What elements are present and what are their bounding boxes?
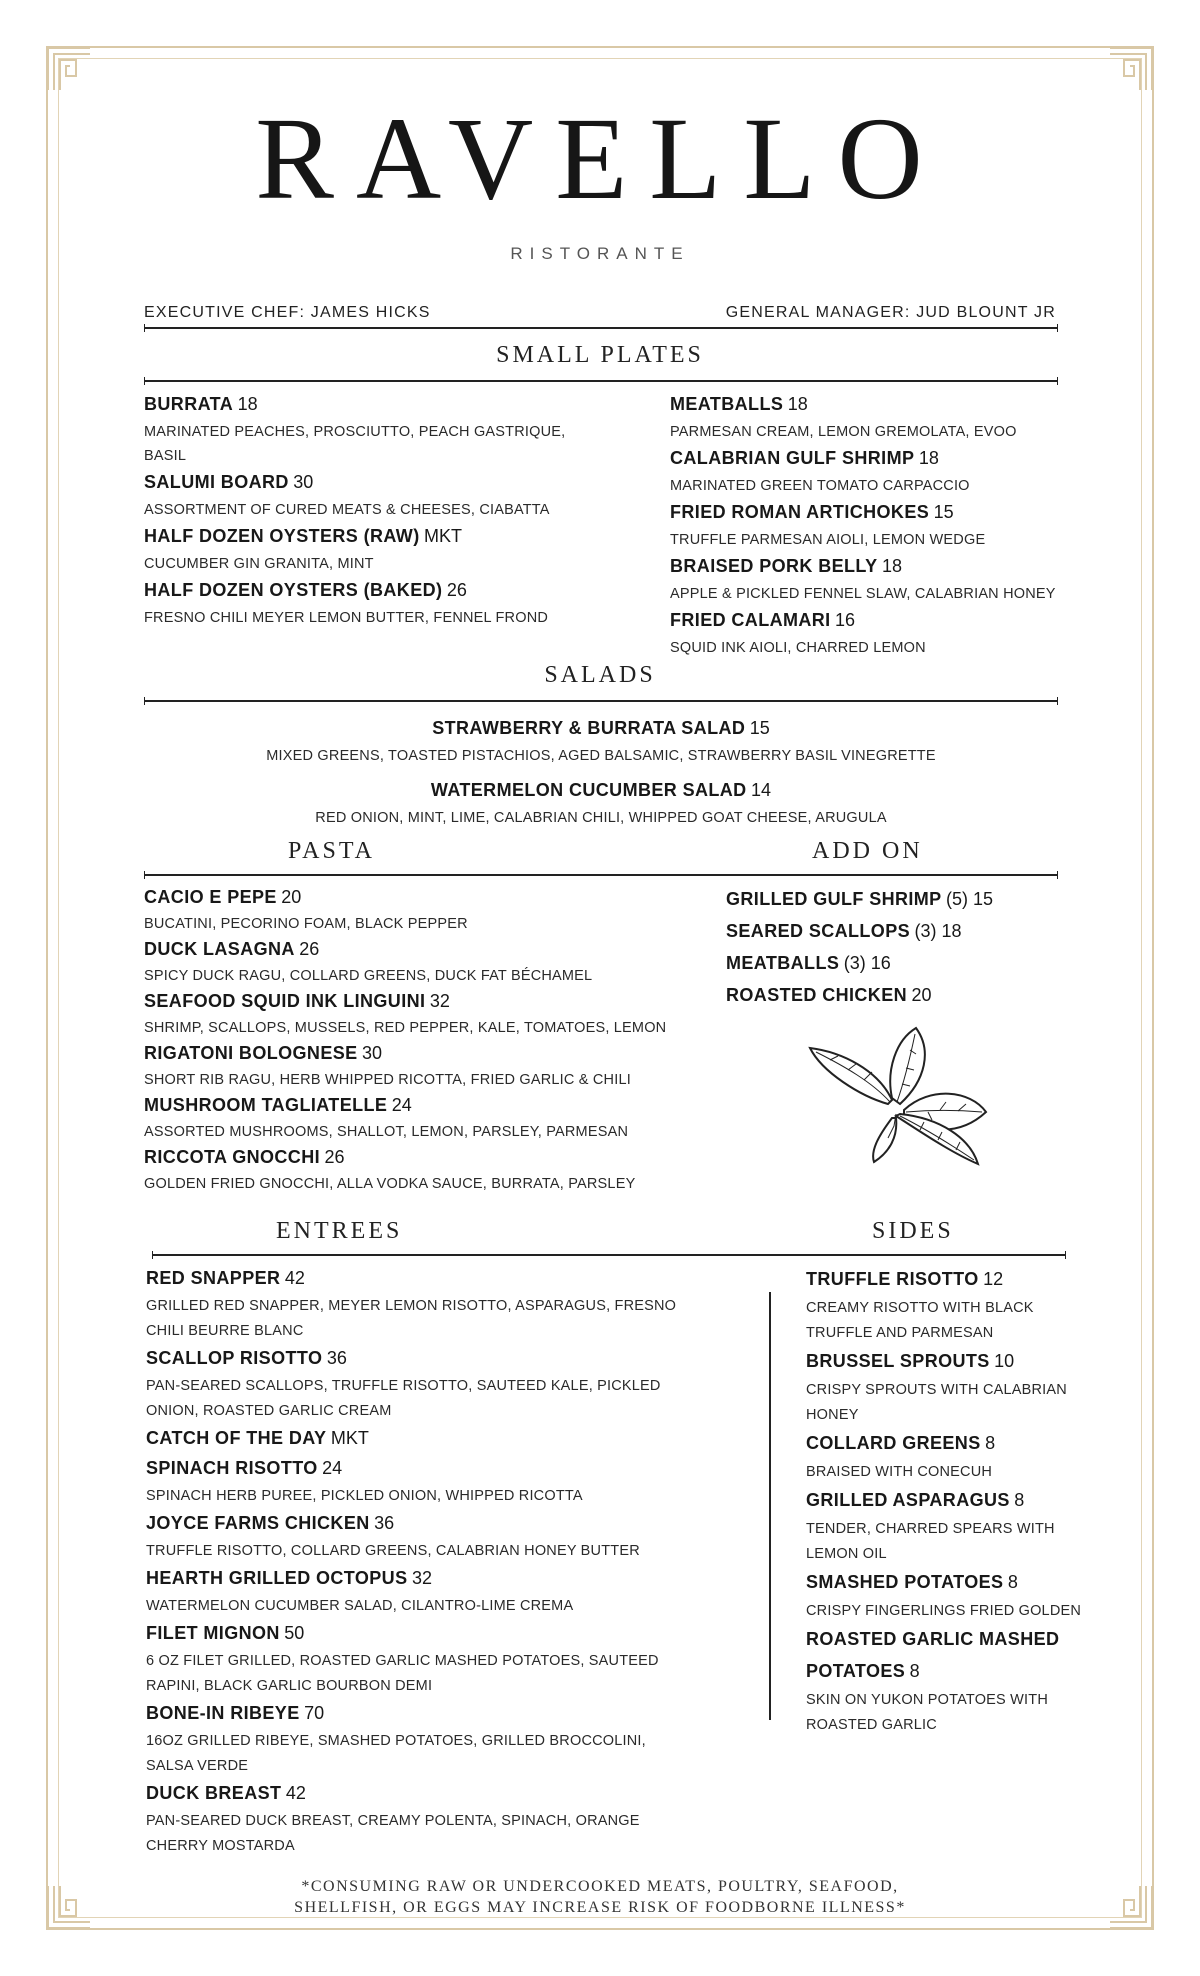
menu-item-heading: [726, 980, 1086, 1012]
menu-item: [146, 1509, 746, 1564]
menu-item-heading: [144, 714, 1058, 744]
menu-item: [146, 1699, 746, 1779]
menu-item: [806, 1346, 1126, 1428]
executive-chef: EXECUTIVE CHEF: JAMES HICKS: [144, 304, 431, 321]
menu-item-price: 42: [285, 1783, 306, 1803]
menu-item-heading: [144, 988, 724, 1016]
menu-item-heading: [146, 1699, 746, 1729]
menu-item: [144, 576, 624, 630]
menu-item-price: 24: [322, 1458, 343, 1478]
menu-item-name: FRIED CALAMARI: [670, 610, 831, 630]
menu-item-name: BURRATA: [144, 394, 234, 414]
menu-item-price: (5) 15: [946, 889, 994, 909]
menu-item: [670, 498, 1090, 552]
menu-item-name: HALF DOZEN OYSTERS (BAKED): [144, 580, 443, 600]
menu-item-name: MEATBALLS: [670, 394, 784, 414]
menu-item-description: CRISPY SPROUTS WITH CALABRIAN: [806, 1382, 1067, 1398]
menu-item-price: 18: [882, 556, 903, 576]
menu-item: [146, 1454, 746, 1509]
divider: [144, 874, 1058, 876]
menu-item: [806, 1567, 1126, 1624]
menu-item: [806, 1624, 1126, 1738]
menu-item: [144, 936, 724, 988]
menu-item-description: TRUFFLE RISOTTO, COLLARD GREENS, CALABRIAN HONEY BUTTER: [146, 1543, 640, 1559]
menu-item: [670, 390, 1090, 444]
menu-item-description: 6 OZ FILET GRILLED, ROASTED GARLIC MASHED POTATOES, SAUTEED: [146, 1653, 659, 1669]
menu-item: [806, 1485, 1126, 1567]
menu-item-heading: [146, 1509, 746, 1539]
divider: [144, 700, 1058, 702]
menu-item-description: SALSA VERDE: [146, 1758, 249, 1774]
menu-item-name: SEARED SCALLOPS: [726, 921, 911, 941]
menu-item: [144, 390, 624, 468]
menu-item-price: 20: [281, 887, 302, 907]
menu-item-description: ONION, ROASTED GARLIC CREAM: [146, 1403, 392, 1419]
menu-item-description: HONEY: [806, 1407, 859, 1423]
menu-item-description: APPLE & PICKLED FENNEL SLAW, CALABRIAN HONEY: [670, 586, 1056, 602]
menu-item-price: 36: [326, 1348, 347, 1368]
menu-item: [726, 884, 1086, 916]
menu-item-heading: [670, 444, 1090, 474]
menu-item-heading: [670, 390, 1090, 420]
menu-item-heading: [144, 1040, 724, 1068]
menu-item-name: HEARTH GRILLED OCTOPUS: [146, 1568, 408, 1588]
divider: [144, 380, 1058, 382]
section-title-entrees: ENTREES: [276, 1218, 403, 1244]
menu-item-name: MUSHROOM TAGLIATELLE: [144, 1095, 388, 1115]
menu-item-price: 8: [909, 1661, 920, 1681]
section-title-small-plates: SMALL PLATES: [496, 342, 704, 368]
menu-item-name: GRILLED GULF SHRIMP: [726, 889, 942, 909]
menu-item-price: 24: [391, 1095, 412, 1115]
restaurant-logo: RAVELLO: [255, 93, 945, 224]
menu-item-heading: [726, 884, 1086, 916]
menu-item-description: CHILI BEURRE BLANC: [146, 1323, 304, 1339]
menu-item-heading: [670, 552, 1090, 582]
menu-item-price: 32: [429, 991, 450, 1011]
menu-item-name: CALABRIAN GULF SHRIMP: [670, 448, 915, 468]
menu-item: [144, 776, 1058, 830]
menu-item-price: (3) 16: [843, 953, 891, 973]
menu-item-name: POTATOES: [806, 1661, 906, 1681]
menu-item: [726, 916, 1086, 948]
menu-item-heading: [144, 936, 724, 964]
menu-item-heading: [146, 1264, 746, 1294]
menu-item-price: 15: [933, 502, 954, 522]
menu-item-heading: [806, 1624, 1126, 1688]
menu-item-description: WATERMELON CUCUMBER SALAD, CILANTRO-LIME CREMA: [146, 1598, 574, 1614]
advisory-line-2: SHELLFISH, OR EGGS MAY INCREASE RISK OF FOODBORNE ILLNESS*: [294, 1899, 906, 1916]
menu-item-price: 30: [362, 1043, 383, 1063]
consumer-advisory: [0, 1876, 1200, 1918]
menu-item: [144, 1040, 724, 1092]
menu-item-description: RAPINI, BLACK GARLIC BOURBON DEMI: [146, 1678, 433, 1694]
menu-item-heading: [146, 1779, 746, 1809]
menu-item-name: SALUMI BOARD: [144, 472, 289, 492]
menu-item-description: CHERRY MOSTARDA: [146, 1838, 295, 1854]
menu-item-description: CREAMY RISOTTO WITH BLACK: [806, 1300, 1034, 1316]
menu-item: [806, 1264, 1126, 1346]
menu-item: [144, 468, 624, 522]
menu-item-description: BRAISED WITH CONECUH: [806, 1464, 993, 1480]
entrees-list: [146, 1264, 746, 1859]
menu-item-description: MARINATED GREEN TOMATO CARPACCIO: [670, 478, 970, 494]
menu-item: [146, 1564, 746, 1619]
restaurant-subtitle: RISTORANTE: [510, 244, 690, 263]
menu-item-name: ROASTED GARLIC MASHED: [806, 1629, 1060, 1649]
menu-item: [670, 444, 1090, 498]
menu-item-name: STRAWBERRY & BURRATA SALAD: [432, 718, 746, 738]
menu-item-name: HALF DOZEN OYSTERS (RAW): [144, 526, 420, 546]
menu-item-price: MKT: [330, 1428, 369, 1448]
menu-item: [146, 1344, 746, 1424]
menu-item-description: TRUFFLE PARMESAN AIOLI, LEMON WEDGE: [670, 532, 986, 548]
menu-item-heading: [806, 1485, 1126, 1517]
menu-item: [144, 714, 1058, 768]
menu-item-heading: [144, 1092, 724, 1120]
menu-item-heading: [146, 1454, 746, 1484]
menu-item-heading: [144, 390, 624, 420]
menu-item-description: SPICY DUCK RAGU, COLLARD GREENS, DUCK FAT BÉCHAMEL: [144, 968, 593, 984]
small-plates-left-column: [144, 390, 624, 630]
menu-item-name: JOYCE FARMS CHICKEN: [146, 1513, 370, 1533]
menu-item-price: 26: [446, 580, 467, 600]
menu-item: [726, 948, 1086, 980]
menu-item-price: 16: [835, 610, 856, 630]
menu-item-description: SKIN ON YUKON POTATOES WITH: [806, 1692, 1048, 1708]
menu-item-name: WATERMELON CUCUMBER SALAD: [430, 780, 747, 800]
menu-item-name: SPINACH RISOTTO: [146, 1458, 318, 1478]
menu-item-description: PARMESAN CREAM, LEMON GREMOLATA, EVOO: [670, 424, 1017, 440]
menu-item-description: SHRIMP, SCALLOPS, MUSSELS, RED PEPPER, KALE, TOMATOES, LEMON: [144, 1020, 667, 1036]
menu-item-name: RICCOTA GNOCCHI: [144, 1147, 320, 1167]
menu-item: [144, 522, 624, 576]
menu-item-description: MARINATED PEACHES, PROSCIUTTO, PEACH GASTRIQUE,: [144, 424, 566, 440]
menu-item-description: GRILLED RED SNAPPER, MEYER LEMON RISOTTO, ASPARAGUS, FRESNO: [146, 1298, 677, 1314]
menu-item-name: ROASTED CHICKEN: [726, 985, 908, 1005]
menu-item-name: CACIO E PEPE: [144, 887, 277, 907]
menu-item-price: 18: [237, 394, 258, 414]
menu-item-heading: [670, 606, 1090, 636]
menu-item-price: 15: [749, 718, 770, 738]
menu-item-price: 32: [411, 1568, 432, 1588]
menu-item-description: 16OZ GRILLED RIBEYE, SMASHED POTATOES, GRILLED BROCCOLINI,: [146, 1733, 646, 1749]
menu-item-description: LEMON OIL: [806, 1546, 887, 1562]
menu-item-name: GRILLED ASPARAGUS: [806, 1490, 1010, 1510]
menu-item-heading: [144, 776, 1058, 806]
menu-item-name: MEATBALLS: [726, 953, 840, 973]
menu-item-heading: [144, 468, 624, 498]
greek-key-corner-icon: [1108, 46, 1154, 92]
menu-item-price: (3) 18: [914, 921, 962, 941]
menu-item-name: SCALLOP RISOTTO: [146, 1348, 323, 1368]
menu-item-heading: [806, 1264, 1126, 1296]
menu-item-name: TRUFFLE RISOTTO: [806, 1269, 979, 1289]
menu-item-name: SEAFOOD SQUID INK LINGUINI: [144, 991, 426, 1011]
menu-item: [670, 606, 1090, 660]
section-title-pasta: PASTA: [288, 838, 375, 864]
menu-item-name: DUCK LASAGNA: [144, 939, 295, 959]
menu-item-price: 14: [751, 780, 772, 800]
menu-item-heading: [144, 884, 724, 912]
general-manager: GENERAL MANAGER: JUD BLOUNT JR: [725, 304, 1056, 321]
section-title-add-on: ADD ON: [812, 838, 923, 864]
menu-item-description: TENDER, CHARRED SPEARS WITH: [806, 1521, 1055, 1537]
menu-item-description: MIXED GREENS, TOASTED PISTACHIOS, AGED BALSAMIC, STRAWBERRY BASIL VINEGRETTE: [266, 748, 936, 764]
menu-item-heading: [806, 1346, 1126, 1378]
basil-leaf-icon: [800, 1026, 1000, 1166]
menu-item-name: FRIED ROMAN ARTICHOKES: [670, 502, 930, 522]
menu-item-heading: [144, 522, 624, 552]
column-divider: [769, 1292, 771, 1720]
section-title-salads: SALADS: [544, 662, 656, 688]
menu-item-description: RED ONION, MINT, LIME, CALABRIAN CHILI, WHIPPED GOAT CHEESE, ARUGULA: [315, 810, 887, 826]
small-plates-right-column: [670, 390, 1090, 660]
menu-item: [146, 1779, 746, 1859]
menu-item: [144, 1144, 724, 1196]
menu-item-price: 8: [1007, 1572, 1018, 1592]
menu-item: [146, 1264, 746, 1344]
menu-item-name: BRAISED PORK BELLY: [670, 556, 878, 576]
menu-item-price: 30: [293, 472, 314, 492]
menu-item-heading: [146, 1424, 746, 1454]
menu-item: [806, 1428, 1126, 1485]
section-title-sides: SIDES: [872, 1218, 954, 1244]
menu-item-price: 26: [299, 939, 320, 959]
menu-item: [144, 1092, 724, 1144]
menu-item-price: MKT: [424, 526, 463, 546]
menu-item-name: BRUSSEL SPROUTS: [806, 1351, 990, 1371]
menu-item-description: SHORT RIB RAGU, HERB WHIPPED RICOTTA, FRIED GARLIC & CHILI: [144, 1072, 631, 1088]
menu-item-price: 36: [374, 1513, 395, 1533]
menu-item-description: ROASTED GARLIC: [806, 1717, 937, 1733]
menu-item-heading: [806, 1567, 1126, 1599]
menu-item-heading: [726, 948, 1086, 980]
menu-item-description: TRUFFLE AND PARMESAN: [806, 1325, 994, 1341]
sides-list: [806, 1264, 1126, 1738]
greek-key-corner-icon: [46, 46, 92, 92]
menu-item-name: DUCK BREAST: [146, 1783, 282, 1803]
menu-item-heading: [146, 1619, 746, 1649]
menu-item-description: PAN-SEARED DUCK BREAST, CREAMY POLENTA, SPINACH, ORANGE: [146, 1813, 640, 1829]
menu-item-description: FRESNO CHILI MEYER LEMON BUTTER, FENNEL FROND: [144, 610, 549, 626]
menu-item: [146, 1424, 746, 1454]
menu-item-heading: [144, 576, 624, 606]
add-on-list: [726, 884, 1086, 1012]
salads-list: [144, 714, 1058, 838]
menu-item-description: ASSORTED MUSHROOMS, SHALLOT, LEMON, PARSLEY, PARMESAN: [144, 1124, 629, 1140]
menu-item-heading: [806, 1428, 1126, 1460]
menu-item-name: CATCH OF THE DAY: [146, 1428, 327, 1448]
menu-item-description: CRISPY FINGERLINGS FRIED GOLDEN: [806, 1603, 1082, 1619]
menu-item-price: 18: [918, 448, 939, 468]
menu-item-price: 50: [284, 1623, 305, 1643]
divider: [152, 1254, 1066, 1256]
pasta-list: [144, 884, 724, 1196]
menu-item: [726, 980, 1086, 1012]
menu-item-price: 26: [324, 1147, 345, 1167]
menu-item-description: BASIL: [144, 448, 187, 464]
menu-item: [144, 884, 724, 936]
menu-item-price: 8: [1014, 1490, 1025, 1510]
menu-item-price: 18: [787, 394, 808, 414]
menu-item-name: FILET MIGNON: [146, 1623, 280, 1643]
menu-item-name: SMASHED POTATOES: [806, 1572, 1004, 1592]
menu-item-price: 12: [983, 1269, 1004, 1289]
menu-item-price: 70: [304, 1703, 325, 1723]
menu-item-price: 42: [284, 1268, 305, 1288]
menu-item-heading: [726, 916, 1086, 948]
menu-item-description: CUCUMBER GIN GRANITA, MINT: [144, 556, 374, 572]
menu-item-description: GOLDEN FRIED GNOCCHI, ALLA VODKA SAUCE, BURRATA, PARSLEY: [144, 1176, 636, 1192]
menu-item-description: SPINACH HERB PUREE, PICKLED ONION, WHIPPED RICOTTA: [146, 1488, 583, 1504]
menu-item-price: 8: [985, 1433, 996, 1453]
menu-item-heading: [146, 1344, 746, 1374]
menu-item: [146, 1619, 746, 1699]
menu-item-description: PAN-SEARED SCALLOPS, TRUFFLE RISOTTO, SAUTEED KALE, PICKLED: [146, 1378, 661, 1394]
divider: [144, 327, 1058, 329]
menu-item-heading: [146, 1564, 746, 1594]
menu-item-name: RED SNAPPER: [146, 1268, 281, 1288]
menu-item-heading: [144, 1144, 724, 1172]
menu-item: [144, 988, 724, 1040]
menu-item-name: RIGATONI BOLOGNESE: [144, 1043, 358, 1063]
menu-item-name: COLLARD GREENS: [806, 1433, 981, 1453]
menu-item-description: ASSORTMENT OF CURED MEATS & CHEESES, CIABATTA: [144, 502, 550, 518]
menu-item-price: 20: [911, 985, 932, 1005]
menu-item-description: BUCATINI, PECORINO FOAM, BLACK PEPPER: [144, 916, 468, 932]
advisory-line-1: *CONSUMING RAW OR UNDERCOOKED MEATS, POULTRY, SEAFOOD,: [301, 1878, 899, 1895]
menu-item-name: BONE-IN RIBEYE: [146, 1703, 300, 1723]
menu-item-price: 10: [994, 1351, 1015, 1371]
menu-item-heading: [670, 498, 1090, 528]
menu-item-description: SQUID INK AIOLI, CHARRED LEMON: [670, 640, 926, 656]
menu-item: [670, 552, 1090, 606]
